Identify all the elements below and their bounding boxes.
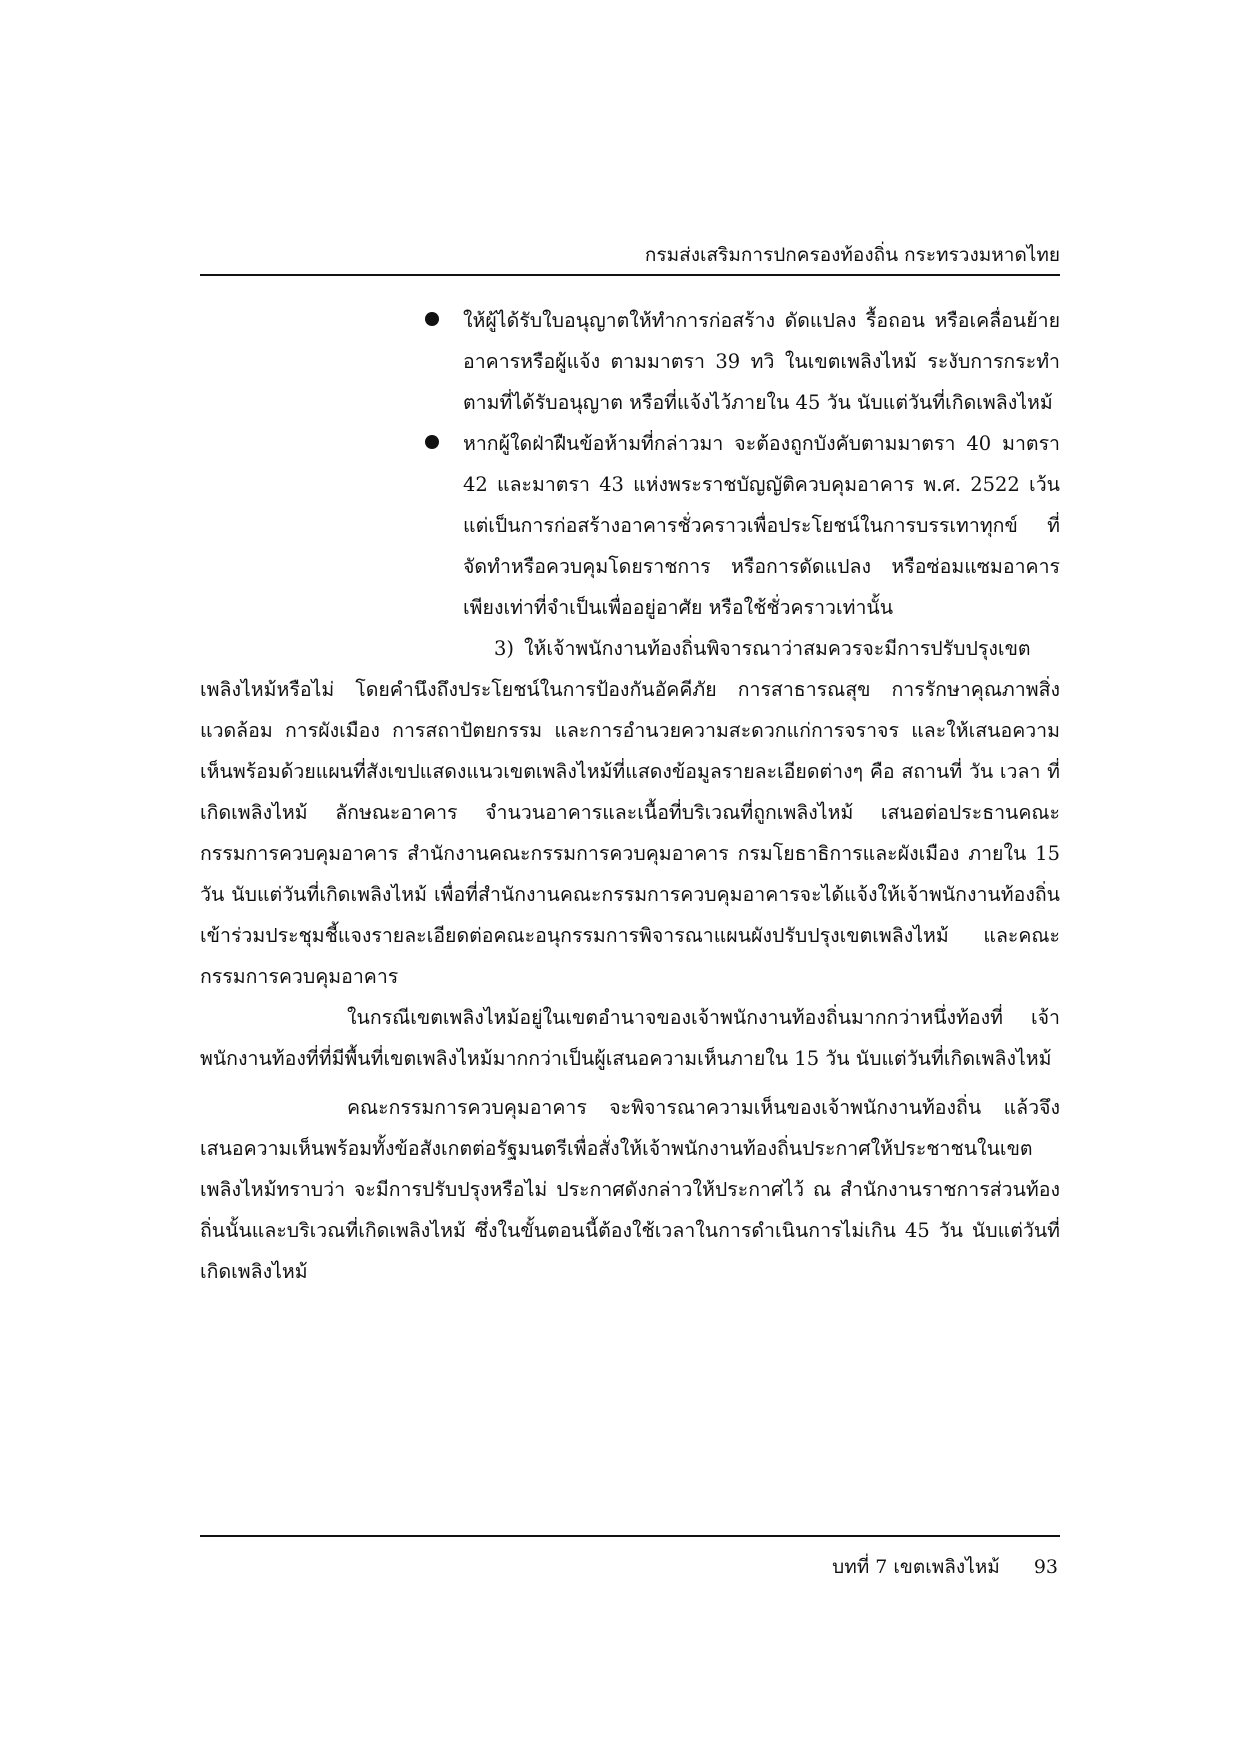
bullet-text: ให้ผู้ได้รับใบอนุญาตให้ทำการก่อสร้าง ดัดแปลง รื้อถอน หรือเคลื่อนย้ายอาคารหรือผู้แจ้ง ตามมาตรา 39 ทวิ ในเขตเพลิงไหม้ ระงับการกระทำตามที่ได้รับอนุญาต หรือที่แจ้งไว้ภายใน 45 วัน นับแต่วันที่เกิดเพลิงไหม้ bbox=[463, 309, 1060, 414]
bullet-item bbox=[425, 300, 1060, 423]
footer-rule bbox=[200, 1535, 1060, 1537]
page-body bbox=[200, 300, 1060, 1292]
chapter-label: บทที่ 7 เขตเพลิงไหม้ bbox=[832, 1556, 1000, 1578]
bullet-dot-icon bbox=[425, 312, 439, 326]
running-header: กรมส่งเสริมการปกครองท้องถิ่น กระทรวงมหาดไทย bbox=[644, 244, 1060, 266]
item-number: 3) bbox=[494, 637, 515, 660]
bullet-item bbox=[425, 423, 1060, 628]
running-footer bbox=[200, 1553, 1058, 1581]
header-rule bbox=[200, 274, 1060, 276]
paragraph: คณะกรรมการควบคุมอาคาร จะพิจารณาความเห็นของเจ้าพนักงานท้องถิ่น แล้วจึงเสนอความเห็นพร้อมทั้งข้อสังเกตต่อรัฐมนตรีเพื่อสั่งให้เจ้าพนักงานท้องถิ่นประกาศให้ประชาชนในเขตเพลิงไหม้ทราบว่า จะมีการปรับปรุงหรือไม่ ประกาศดังกล่าวให้ประกาศไว้ ณ สำนักงานราชการส่วนท้องถิ่นนั้นและบริเวณที่เกิดเพลิงไหม้ ซึ่งในขั้นตอนนี้ต้องใช้เวลาในการดำเนินการไม่เกิน 45 วัน นับแต่วันที่เกิดเพลิงไหม้ bbox=[200, 1096, 1060, 1283]
bullet-text: หากผู้ใดฝ่าฝืนข้อห้ามที่กล่าวมา จะต้องถูกบังคับตามมาตรา 40 มาตรา 42 และมาตรา 43 แห่งพระราชบัญญัติควบคุมอาคาร พ.ศ. 2522 เว้นแต่เป็นการก่อสร้างอาคารชั่วคราวเพื่อประโยชน์ในการบรรเทาทุกข์ ที่จัดทำหรือควบคุมโดยราชการ หรือการดัดแปลง หรือซ่อมแซมอาคารเพียงเท่าที่จำเป็นเพื่ออยู่อาศัย หรือใช้ชั่วคราวเท่านั้น bbox=[463, 432, 1060, 619]
bullet-list bbox=[200, 300, 1060, 628]
numbered-paragraph bbox=[200, 628, 1060, 997]
bullet-dot-icon bbox=[425, 435, 439, 449]
item-text: ให้เจ้าพนักงานท้องถิ่นพิจารณาว่าสมควรจะมีการปรับปรุงเขตเพลิงไหม้หรือไม่ โดยคำนึงถึงประโยชน์ในการป้องกันอัคคีภัย การสาธารณสุข การรักษาคุณภาพสิ่งแวดล้อม การผังเมือง การสถาปัตยกรรม และการอำนวยความสะดวกแก่การจราจร และให้เสนอความเห็นพร้อมด้วยแผนที่สังเขปแสดงแนวเขตเพลิงไหม้ที่แสดงข้อมูลรายละเอียดต่างๆ คือ สถานที่ วัน เวลา ที่เกิดเพลิงไหม้ ลักษณะอาคาร จำนวนอาคารและเนื้อที่บริเวณที่ถูกเพลิงไหม้ เสนอต่อประธานคณะกรรมการควบคุมอาคาร สำนักงานคณะกรรมการควบคุมอาคาร กรมโยธาธิการและผังเมือง ภายใน 15 วัน นับแต่วันที่เกิดเพลิงไหม้ เพื่อที่สำนักงานคณะกรรมการควบคุมอาคารจะได้แจ้งให้เจ้าพนักงานท้องถิ่นเข้าร่วมประชุมชี้แจงรายละเอียดต่อคณะอนุกรรมการพิจารณาแผนผังปรับปรุงเขตเพลิงไหม้ และคณะกรรมการควบคุมอาคาร bbox=[200, 637, 1060, 988]
paragraph: ในกรณีเขตเพลิงไหม้อยู่ในเขตอำนาจของเจ้าพนักงานท้องถิ่นมากกว่าหนึ่งท้องที่ เจ้าพนักงานท้องที่ที่มีพื้นที่เขตเพลิงไหม้มากกว่าเป็นผู้เสนอความเห็นภายใน 15 วัน นับแต่วันที่เกิดเพลิงไหม้ bbox=[200, 1006, 1060, 1070]
page-number: 93 bbox=[1033, 1556, 1058, 1578]
